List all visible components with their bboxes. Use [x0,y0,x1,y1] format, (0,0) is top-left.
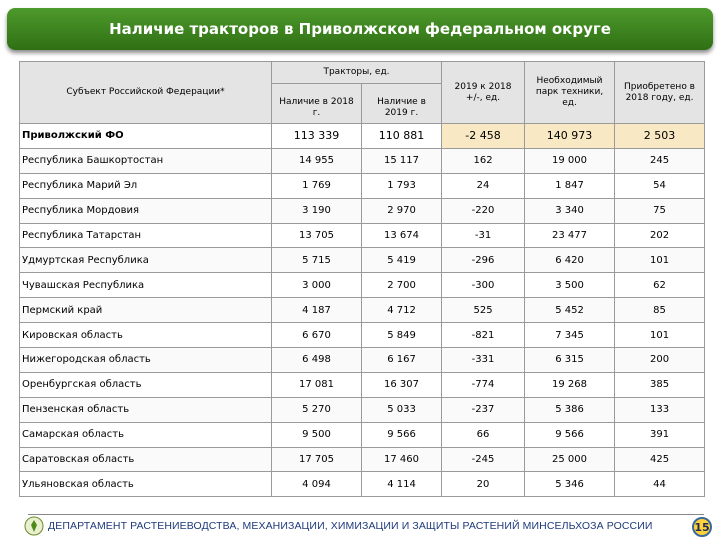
cell-y2018: 9 500 [272,422,362,447]
cell-y2018: 1 769 [272,173,362,198]
cell-diff: -331 [442,348,525,373]
header-diff: 2019 к 2018 +/-, ед. [442,62,525,124]
cell-y2018: 3 000 [272,273,362,298]
cell-y2019: 4 712 [362,298,442,323]
cell-bought: 391 [615,422,705,447]
cell-need: 6 420 [525,248,615,273]
cell-y2019: 17 460 [362,447,442,472]
cell-y2019: 5 033 [362,397,442,422]
cell-name: Республика Мордовия [20,198,272,223]
cell-diff: -237 [442,397,525,422]
cell-bought: 101 [615,248,705,273]
cell-y2018: 4 094 [272,472,362,497]
cell-y2019: 9 566 [362,422,442,447]
cell-y2019: 2 700 [362,273,442,298]
cell-diff: 66 [442,422,525,447]
table-row [20,148,705,173]
header-bought: Приобретено в 2018 году, ед. [615,62,705,124]
page-title: Наличие тракторов в Приволжском федеральном округе [7,8,713,50]
cell-need: 9 566 [525,422,615,447]
cell-name: Саратовская область [20,447,272,472]
cell-need: 25 000 [525,447,615,472]
footer-department: ДЕПАРТАМЕНТ РАСТЕНИЕВОДСТВА, МЕХАНИЗАЦИИ, ХИМИЗАЦИИ И ЗАЩИТЫ РАСТЕНИЙ МИНСЕЛЬХОЗА РОССИИ [48,520,653,532]
cell-y2019: 6 167 [362,348,442,373]
header-subject: Субъект Российской Федерации* [20,62,272,124]
cell-bought: 54 [615,173,705,198]
cell-y2018: 6 670 [272,323,362,348]
cell-diff: 24 [442,173,525,198]
cell-name: Пермский край [20,298,272,323]
cell-bought: 44 [615,472,705,497]
cell-name: Республика Башкортостан [20,148,272,173]
cell-name: Оренбургская область [20,372,272,397]
cell-diff: -245 [442,447,525,472]
cell-need: 3 340 [525,198,615,223]
page-number: 15 [692,517,712,537]
table-row [20,422,705,447]
cell-need: 19 268 [525,372,615,397]
cell-name: Пензенская область [20,397,272,422]
table-row [20,273,705,298]
header-tractors-group: Тракторы, ед. [272,62,442,84]
cell-y2019: 4 114 [362,472,442,497]
cell-bought: 2 503 [615,124,705,149]
cell-name: Чувашская Республика [20,273,272,298]
cell-y2019: 2 970 [362,198,442,223]
cell-need: 5 346 [525,472,615,497]
cell-y2019: 16 307 [362,372,442,397]
cell-bought: 133 [615,397,705,422]
cell-diff: -774 [442,372,525,397]
cell-y2019: 5 849 [362,323,442,348]
header-2018: Наличие в 2018 г. [272,84,362,124]
table-row [20,472,705,497]
header-2019: Наличие в 2019 г. [362,84,442,124]
header-need: Необходимый парк техники, ед. [525,62,615,124]
cell-need: 7 345 [525,323,615,348]
table-row [20,397,705,422]
cell-y2018: 6 498 [272,348,362,373]
cell-y2018: 17 705 [272,447,362,472]
cell-diff: 162 [442,148,525,173]
cell-name: Самарская область [20,422,272,447]
table-row [20,348,705,373]
table-row [20,372,705,397]
cell-diff: -31 [442,223,525,248]
emblem-icon [24,516,44,536]
cell-need: 6 315 [525,348,615,373]
cell-bought: 202 [615,223,705,248]
cell-bought: 85 [615,298,705,323]
table-row [20,198,705,223]
cell-y2019: 1 793 [362,173,442,198]
cell-bought: 200 [615,348,705,373]
cell-y2018: 3 190 [272,198,362,223]
table-row [20,447,705,472]
cell-name: Республика Татарстан [20,223,272,248]
cell-y2019: 13 674 [362,223,442,248]
table-row [20,173,705,198]
cell-y2018: 14 955 [272,148,362,173]
cell-diff: -821 [442,323,525,348]
cell-y2018: 5 715 [272,248,362,273]
cell-y2019: 5 419 [362,248,442,273]
cell-diff: -220 [442,198,525,223]
cell-need: 3 500 [525,273,615,298]
cell-need: 5 386 [525,397,615,422]
cell-bought: 62 [615,273,705,298]
table-row [20,323,705,348]
cell-y2018: 13 705 [272,223,362,248]
cell-bought: 425 [615,447,705,472]
tractors-table [19,61,705,497]
cell-y2018: 113 339 [272,124,362,149]
cell-y2019: 110 881 [362,124,442,149]
cell-diff: -2 458 [442,124,525,149]
cell-name: Кировская область [20,323,272,348]
cell-bought: 75 [615,198,705,223]
cell-diff: 20 [442,472,525,497]
cell-diff: 525 [442,298,525,323]
table-row [20,248,705,273]
table-row-total [20,124,705,149]
cell-bought: 101 [615,323,705,348]
cell-need: 140 973 [525,124,615,149]
cell-need: 19 000 [525,148,615,173]
cell-diff: -300 [442,273,525,298]
cell-bought: 385 [615,372,705,397]
cell-y2018: 17 081 [272,372,362,397]
cell-bought: 245 [615,148,705,173]
cell-name: Нижегородская область [20,348,272,373]
table-row [20,223,705,248]
table-row [20,298,705,323]
cell-name: Удмуртская Республика [20,248,272,273]
cell-need: 1 847 [525,173,615,198]
cell-name: Приволжский ФО [20,124,272,149]
cell-need: 5 452 [525,298,615,323]
cell-y2019: 15 117 [362,148,442,173]
footer-divider [28,514,704,515]
cell-need: 23 477 [525,223,615,248]
cell-y2018: 5 270 [272,397,362,422]
cell-diff: -296 [442,248,525,273]
cell-y2018: 4 187 [272,298,362,323]
cell-name: Республика Марий Эл [20,173,272,198]
cell-name: Ульяновская область [20,472,272,497]
